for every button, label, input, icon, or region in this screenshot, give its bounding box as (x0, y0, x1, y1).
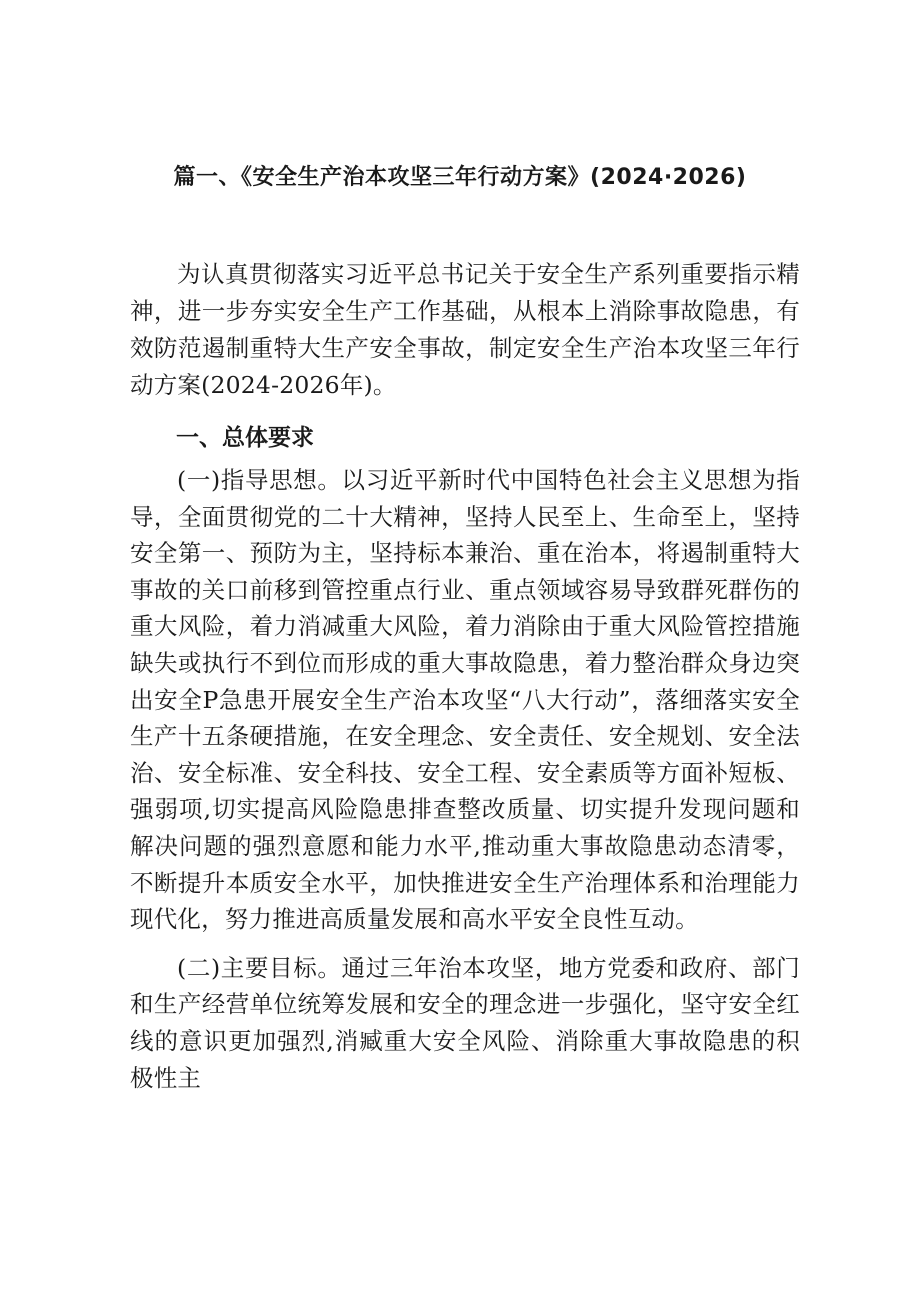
paragraph-spacer (130, 938, 800, 950)
document-body (130, 256, 800, 1096)
guiding-ideology-paragraph: (一)指导思想。以习近平新时代中国特色社会主义思想为指导，全面贯彻党的二十大精神，坚持人民至上、生命至上，坚持安全第一、预防为主，坚持标本兼治、重在治本，将遏制重特大事故的关口前移到管控重点行业、重点领域容易导致群死群伤的重大风险，着力消减重大风险，着力消除由于重大风险管控措施缺失或执行不到位而形成的重大事故隐患，着力整治群众身边突出安全P急患开展安全生产治本攻坚“八大行动”，落细落实安全生产十五条硬措施，在安全理念、安全责任、安全规划、安全法治、安全标准、安全科技、安全工程、安全素质等方面补短板、强弱项,切实提高风险隐患排查整改质量、切实提升发现问题和解决问题的强烈意愿和能力水平,推动重大事故隐患动态清零，不断提升本质安全水平，加快推进安全生产治理体系和治理能力现代化，努力推进高质量发展和高水平安全良性互动。 (130, 466, 800, 934)
document-title: 篇一、《安全生产治本攻坚三年行动方案》(2024·2026) (173, 165, 747, 190)
section-heading-general-requirements: 一、总体要求 (176, 425, 314, 451)
main-goals-paragraph: (二)主要目标。通过三年治本攻坚，地方党委和政府、部门和生产经营单位统筹发展和安全的理念进一步强化，坚守安全红线的意识更加强烈,消臧重大安全风险、消除重大事故隐患的积极性主 (130, 953, 800, 1092)
intro-paragraph: 为认真贯彻落实习近平总书记关于安全生产系列重要指示精神，进一步夯实安全生产工作基础，从根本上消除事故隐患，有效防范遏制重特大生产安全事故，制定安全生产治本攻坚三年行动方案(2024-2026年)。 (130, 260, 800, 399)
